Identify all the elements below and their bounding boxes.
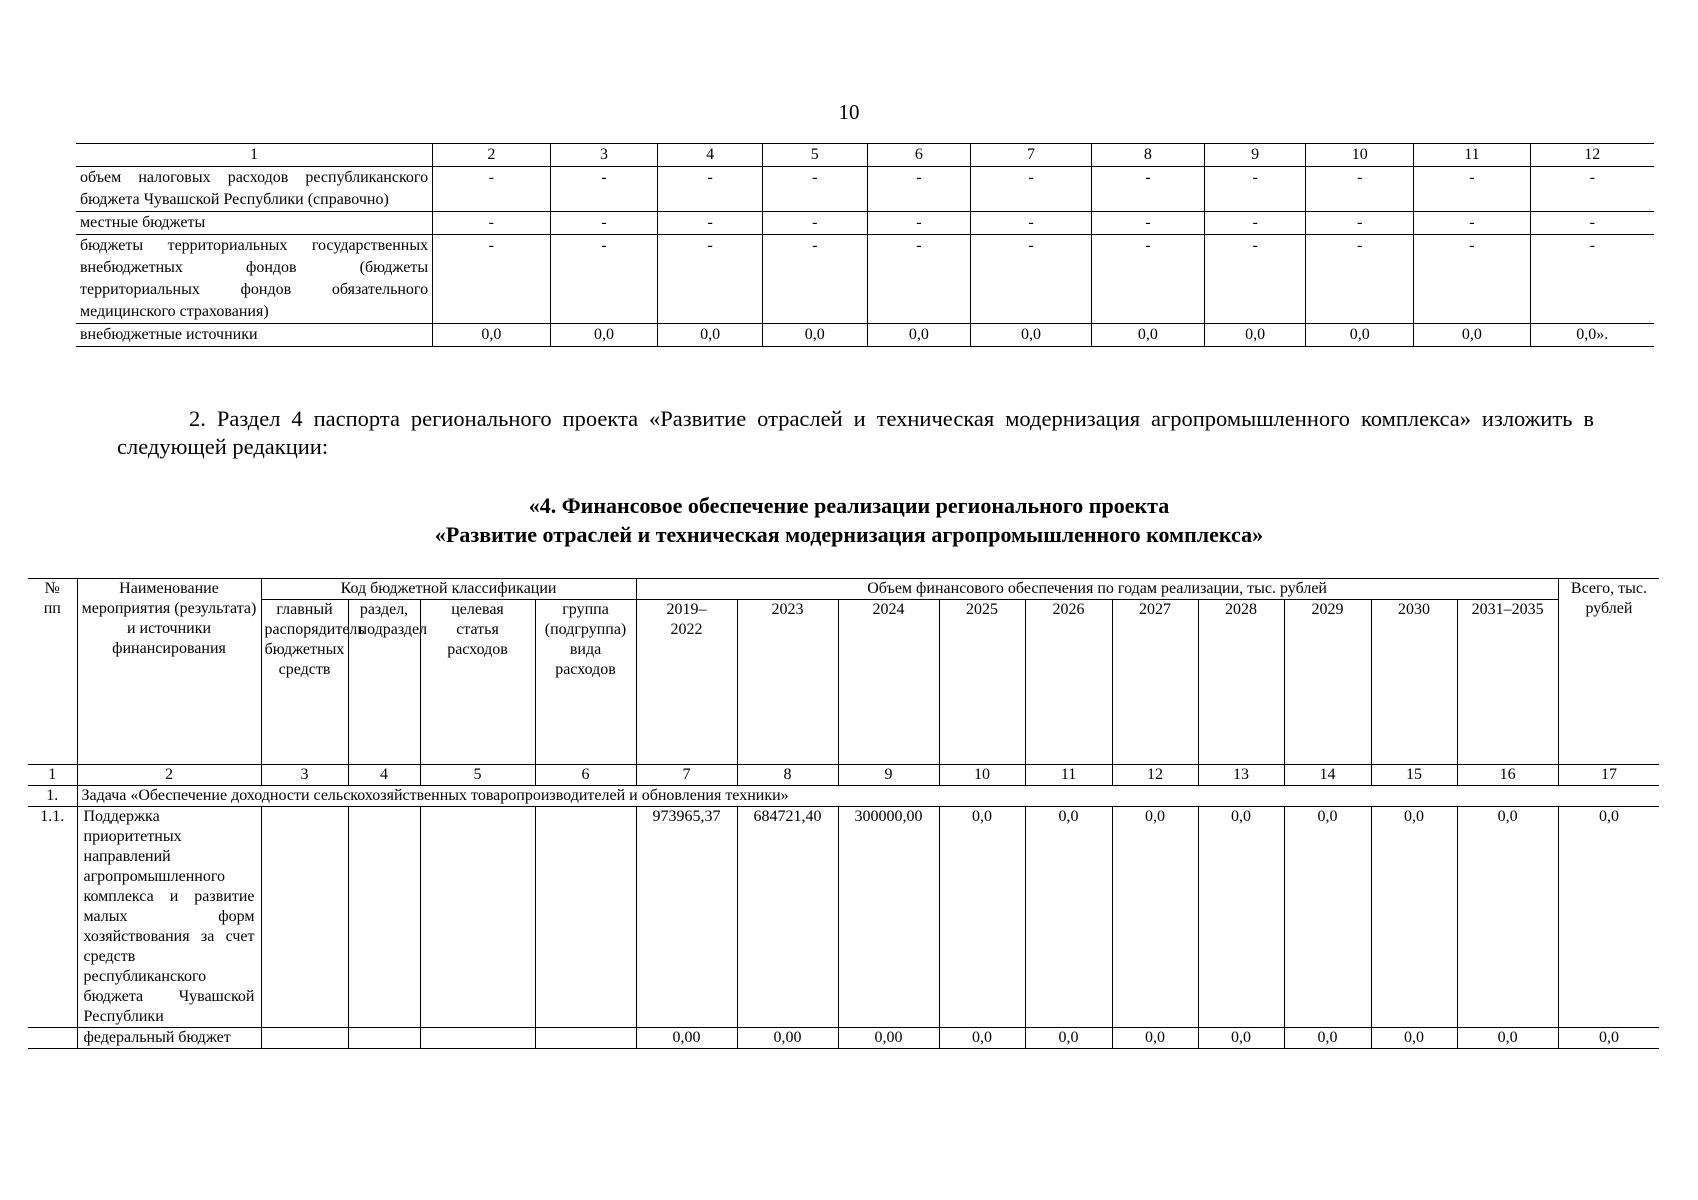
cell-value: 0,0 xyxy=(1112,807,1198,1028)
cell-value: - xyxy=(550,212,658,235)
table-header-row xyxy=(28,600,1659,765)
cell-value: - xyxy=(971,212,1092,235)
cell-value: 0,0 xyxy=(1457,807,1558,1028)
empty-cell xyxy=(535,807,636,1028)
header-year: 2019–2022 xyxy=(636,600,737,765)
empty-cell xyxy=(261,807,348,1028)
cell-value: - xyxy=(658,167,763,212)
cell-value: 0,0 xyxy=(1371,807,1457,1028)
header-kbk: Код бюджетной классификации xyxy=(261,579,636,600)
cell-value: - xyxy=(1306,212,1414,235)
row-label: внебюджетные источники xyxy=(76,324,433,347)
header-year: 2024 xyxy=(838,600,939,765)
header-name: Наименование мероприятия (результата) и источники финансирования xyxy=(77,579,261,765)
column-number: 12 xyxy=(1112,765,1198,786)
section-heading-line: «4. Финансовое обеспечение реализации регионального проекта xyxy=(528,493,1170,518)
row-label: бюджеты территориальных государственных внебюджетных фондов (бюджеты территориальных фондов обязательного медицинского страхования) xyxy=(76,235,433,324)
table-row xyxy=(76,212,1654,235)
cell-value: - xyxy=(762,167,867,212)
financing-table xyxy=(28,578,1659,1049)
cell-value: - xyxy=(971,235,1092,324)
cell-value: 0,00 xyxy=(737,1028,838,1049)
header-num: № пп xyxy=(28,579,77,765)
column-number: 10 xyxy=(939,765,1025,786)
cell-value: 0,0 xyxy=(939,807,1025,1028)
cell-value: 0,0 xyxy=(1198,807,1284,1028)
column-number: 7 xyxy=(636,765,737,786)
cell-value: 0,0 xyxy=(867,324,971,347)
cell-value: - xyxy=(1414,235,1530,324)
header-year: 2026 xyxy=(1025,600,1112,765)
column-number: 11 xyxy=(1414,144,1530,167)
header-kbk-col: группа (подгруппа) вида расходов xyxy=(535,600,636,765)
cell-value: 0,0 xyxy=(1371,1028,1457,1049)
column-number: 9 xyxy=(1204,144,1305,167)
column-number: 11 xyxy=(1025,765,1112,786)
column-number: 7 xyxy=(971,144,1092,167)
column-number: 14 xyxy=(1284,765,1371,786)
cell-value: 0,0 xyxy=(1025,1028,1112,1049)
cell-value: 0,0 xyxy=(1025,807,1112,1028)
header-total: Всего, тыс. рублей xyxy=(1558,579,1659,765)
column-number: 2 xyxy=(77,765,261,786)
cell-value: 973965,37 xyxy=(636,807,737,1028)
cell-value: - xyxy=(1091,212,1204,235)
header-volume: Объем финансового обеспечения по годам реализации, тыс. рублей xyxy=(636,579,1558,600)
cell-value: 0,0 xyxy=(1198,1028,1284,1049)
header-year: 2028 xyxy=(1198,600,1284,765)
cell-value: - xyxy=(1091,167,1204,212)
cell-value: - xyxy=(762,212,867,235)
header-kbk-col: главный распорядитель бюджетных средств xyxy=(261,600,348,765)
cell-value: 300000,00 xyxy=(838,807,939,1028)
cell-value: - xyxy=(1306,235,1414,324)
column-number: 3 xyxy=(261,765,348,786)
column-number: 1 xyxy=(76,144,433,167)
table-row xyxy=(76,235,1654,324)
task-row xyxy=(28,786,1659,807)
cell-value: - xyxy=(1204,167,1305,212)
column-number: 13 xyxy=(1198,765,1284,786)
cell-value: 0,0 xyxy=(1284,1028,1371,1049)
cell-value: 0,0 xyxy=(762,324,867,347)
cell-value: - xyxy=(867,167,971,212)
cell-value: - xyxy=(1306,167,1414,212)
cell-value: - xyxy=(1204,235,1305,324)
continuation-table xyxy=(76,143,1654,347)
cell-value: 0,0». xyxy=(1530,324,1654,347)
column-number: 9 xyxy=(838,765,939,786)
column-number: 5 xyxy=(420,765,535,786)
table-header-row xyxy=(76,144,1654,167)
cell-value: 0,0 xyxy=(1558,1028,1659,1049)
header-kbk-col: целевая статья расходов xyxy=(420,600,535,765)
section-heading-line: «Развитие отраслей и техническая модернизация агропромышленного комплекса» xyxy=(434,522,1264,547)
task-text: Задача «Обеспечение доходности сельскохозяйственных товаропроизводителей и обновления техники» xyxy=(77,786,1659,807)
header-year: 2031–2035 xyxy=(1457,600,1558,765)
cell-value: 0,0 xyxy=(658,324,763,347)
empty-cell xyxy=(420,807,535,1028)
empty-cell xyxy=(535,1028,636,1049)
column-number: 6 xyxy=(535,765,636,786)
cell-value: 0,00 xyxy=(636,1028,737,1049)
column-number: 16 xyxy=(1457,765,1558,786)
table-row xyxy=(76,167,1654,212)
cell-value: - xyxy=(762,235,867,324)
cell-value: - xyxy=(1414,167,1530,212)
cell-value: - xyxy=(1530,212,1654,235)
cell-value: - xyxy=(433,212,550,235)
cell-value: 0,0 xyxy=(1284,807,1371,1028)
column-number: 3 xyxy=(550,144,658,167)
cell-value: - xyxy=(1091,235,1204,324)
cell-value: 0,0 xyxy=(1091,324,1204,347)
header-year: 2025 xyxy=(939,600,1025,765)
cell-value: - xyxy=(867,212,971,235)
column-number: 8 xyxy=(737,765,838,786)
table-row xyxy=(28,1028,1659,1049)
column-number: 5 xyxy=(762,144,867,167)
empty-cell xyxy=(348,1028,420,1049)
cell-value: 0,00 xyxy=(838,1028,939,1049)
table-row xyxy=(28,807,1659,1028)
cell-value: - xyxy=(1530,235,1654,324)
column-number-row xyxy=(28,765,1659,786)
cell-value: - xyxy=(658,212,763,235)
cell-value: 0,0 xyxy=(971,324,1092,347)
table-header-row xyxy=(28,579,1659,600)
column-number: 12 xyxy=(1530,144,1654,167)
cell-value: - xyxy=(1414,212,1530,235)
column-number: 8 xyxy=(1091,144,1204,167)
header-kbk-col: раздел, подраздел xyxy=(348,600,420,765)
cell-value: 0,0 xyxy=(433,324,550,347)
column-number: 15 xyxy=(1371,765,1457,786)
cell-value: - xyxy=(1204,212,1305,235)
column-number: 17 xyxy=(1558,765,1659,786)
column-number: 4 xyxy=(348,765,420,786)
header-year: 2027 xyxy=(1112,600,1198,765)
cell-value: - xyxy=(433,235,550,324)
cell-value: - xyxy=(658,235,763,324)
cell-value: - xyxy=(550,235,658,324)
column-number: 2 xyxy=(433,144,550,167)
row-number xyxy=(28,1028,77,1049)
cell-value: 684721,40 xyxy=(737,807,838,1028)
header-year: 2029 xyxy=(1284,600,1371,765)
column-number: 10 xyxy=(1306,144,1414,167)
header-year: 2023 xyxy=(737,600,838,765)
cell-value: - xyxy=(1530,167,1654,212)
row-number: 1.1. xyxy=(28,807,77,1028)
column-number: 1 xyxy=(28,765,77,786)
header-year: 2030 xyxy=(1371,600,1457,765)
cell-value: 0,0 xyxy=(1558,807,1659,1028)
column-number: 6 xyxy=(867,144,971,167)
cell-value: 0,0 xyxy=(550,324,658,347)
row-label: Поддержка приоритетных направлений агропромышленного комплекса и развитие малых форм хозяйствования за счет средств республиканского бюджета Чувашской Республики xyxy=(77,807,261,1028)
empty-cell xyxy=(420,1028,535,1049)
empty-cell xyxy=(261,1028,348,1049)
table-row xyxy=(76,324,1654,347)
row-label: объем налоговых расходов республиканского бюджета Чувашской Республики (справочно) xyxy=(76,167,433,212)
cell-value: - xyxy=(867,235,971,324)
cell-value: 0,0 xyxy=(1457,1028,1558,1049)
empty-cell xyxy=(348,807,420,1028)
cell-value: 0,0 xyxy=(1112,1028,1198,1049)
row-label: федеральный бюджет xyxy=(77,1028,261,1049)
cell-value: - xyxy=(433,167,550,212)
cell-value: 0,0 xyxy=(1204,324,1305,347)
cell-value: - xyxy=(550,167,658,212)
cell-value: 0,0 xyxy=(1414,324,1530,347)
task-number: 1. xyxy=(28,786,77,807)
body-paragraph: 2. Раздел 4 паспорта регионального проекта «Развитие отраслей и техническая модернизация агропромышленного комплекса» изложить в следующей редакции: xyxy=(117,406,1594,459)
cell-value: 0,0 xyxy=(939,1028,1025,1049)
section-heading xyxy=(0,491,1698,549)
column-number: 4 xyxy=(658,144,763,167)
cell-value: 0,0 xyxy=(1306,324,1414,347)
page-number: 10 xyxy=(838,100,860,124)
row-label: местные бюджеты xyxy=(76,212,433,235)
cell-value: - xyxy=(971,167,1092,212)
